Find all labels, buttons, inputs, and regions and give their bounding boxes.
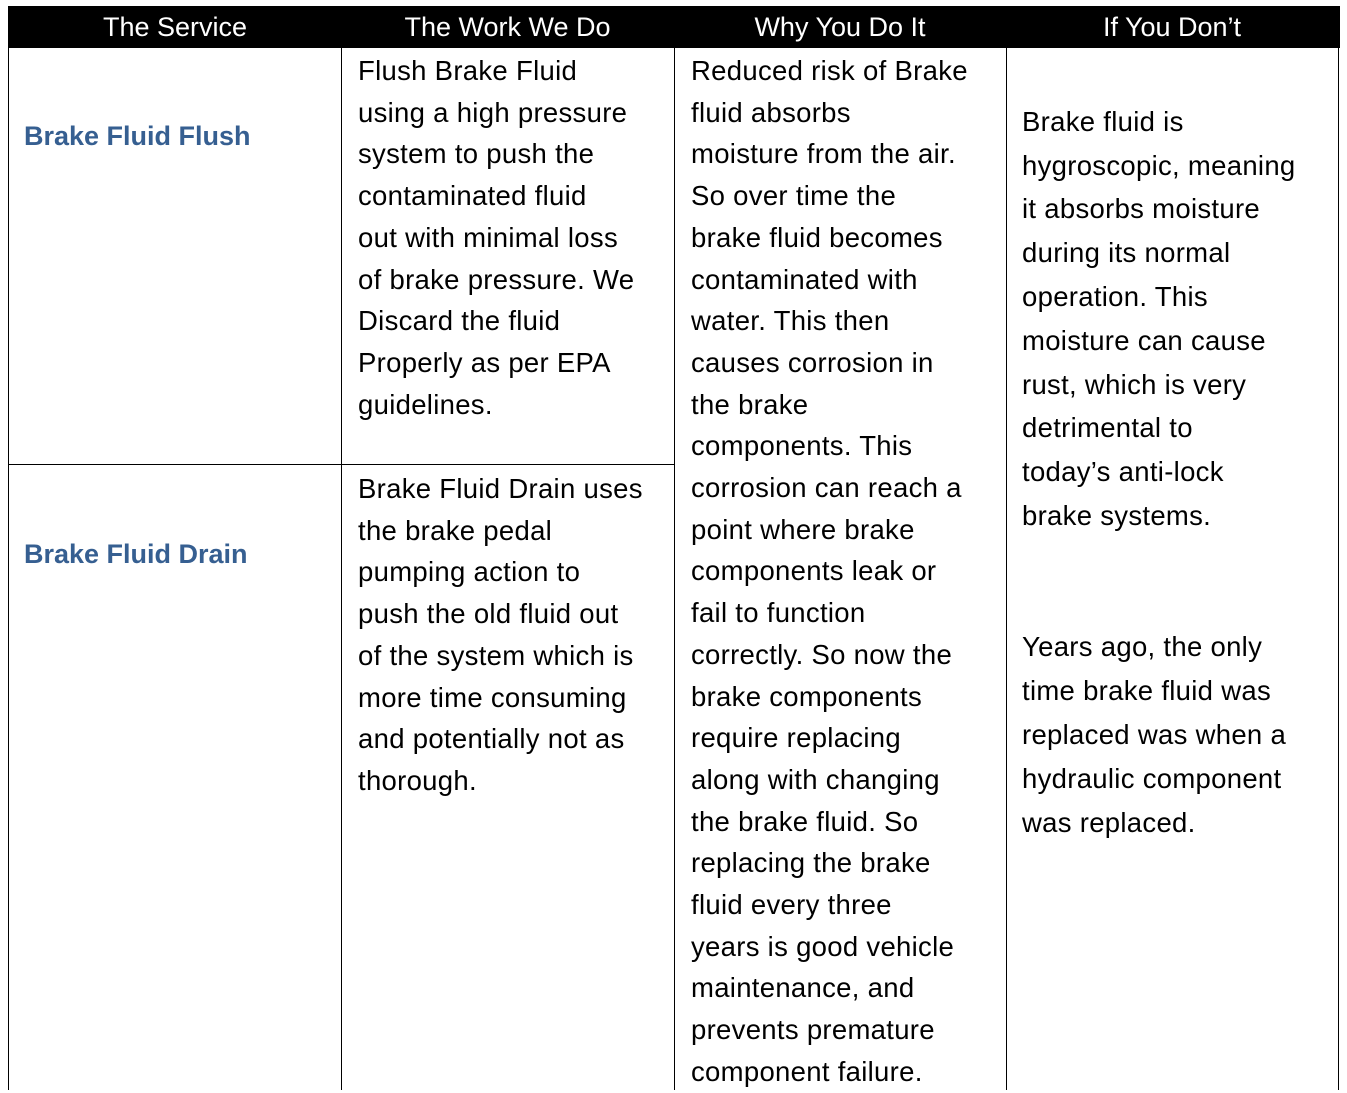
if-you-dont-paragraph: Years ago, the only time brake fluid was replaced was when a hydraulic component was replaced.	[1022, 631, 1287, 838]
if-you-dont-paragraph: Brake fluid is hygroscopic, meaning it absorbs moisture during its normal operation. This moisture can cause rust, which is very detrimental to today’s anti-lock brake systems.	[1022, 105, 1296, 531]
header-why-you-do-it: Why You Do It	[754, 12, 926, 42]
if-you-dont-text	[1022, 56, 1338, 888]
row-divider	[9, 464, 674, 465]
service-name-brake-fluid-flush: Brake Fluid Flush	[24, 121, 251, 151]
why-you-do-it-text: Reduced risk of Brake fluid absorbs moisture from the air. So over time the brake fluid becomes contaminated with water. This then causes corrosion in the brake components. This corrosion can reach a point where brake components leak or fail to function correctly. So now the brake components require replacing along with changing the brake fluid. So replacing the brake fluid every three years is good vehicle maintenance, and prevents premature component failure.	[691, 55, 968, 1087]
service-comparison-table	[8, 6, 1339, 1090]
header-the-service: The Service	[102, 12, 248, 42]
header-the-work-we-do: The Work We Do	[404, 12, 611, 42]
table-header-row	[9, 6, 1340, 48]
header-if-you-dont: If You Don’t	[1102, 12, 1242, 42]
column-divider	[341, 48, 342, 1090]
work-description-flush: Flush Brake Fluid using a high pressure system to push the contaminated fluid out with minimal loss of brake pressure. We Discard the fluid Properly as per EPA guidelines.	[358, 55, 635, 420]
column-divider	[1006, 48, 1007, 1090]
work-description-drain: Brake Fluid Drain uses the brake pedal pumping action to push the old fluid out of the system which is more time consuming and potentially not as thorough.	[358, 473, 643, 796]
service-name-brake-fluid-drain: Brake Fluid Drain	[24, 539, 248, 569]
column-divider	[674, 48, 675, 1090]
